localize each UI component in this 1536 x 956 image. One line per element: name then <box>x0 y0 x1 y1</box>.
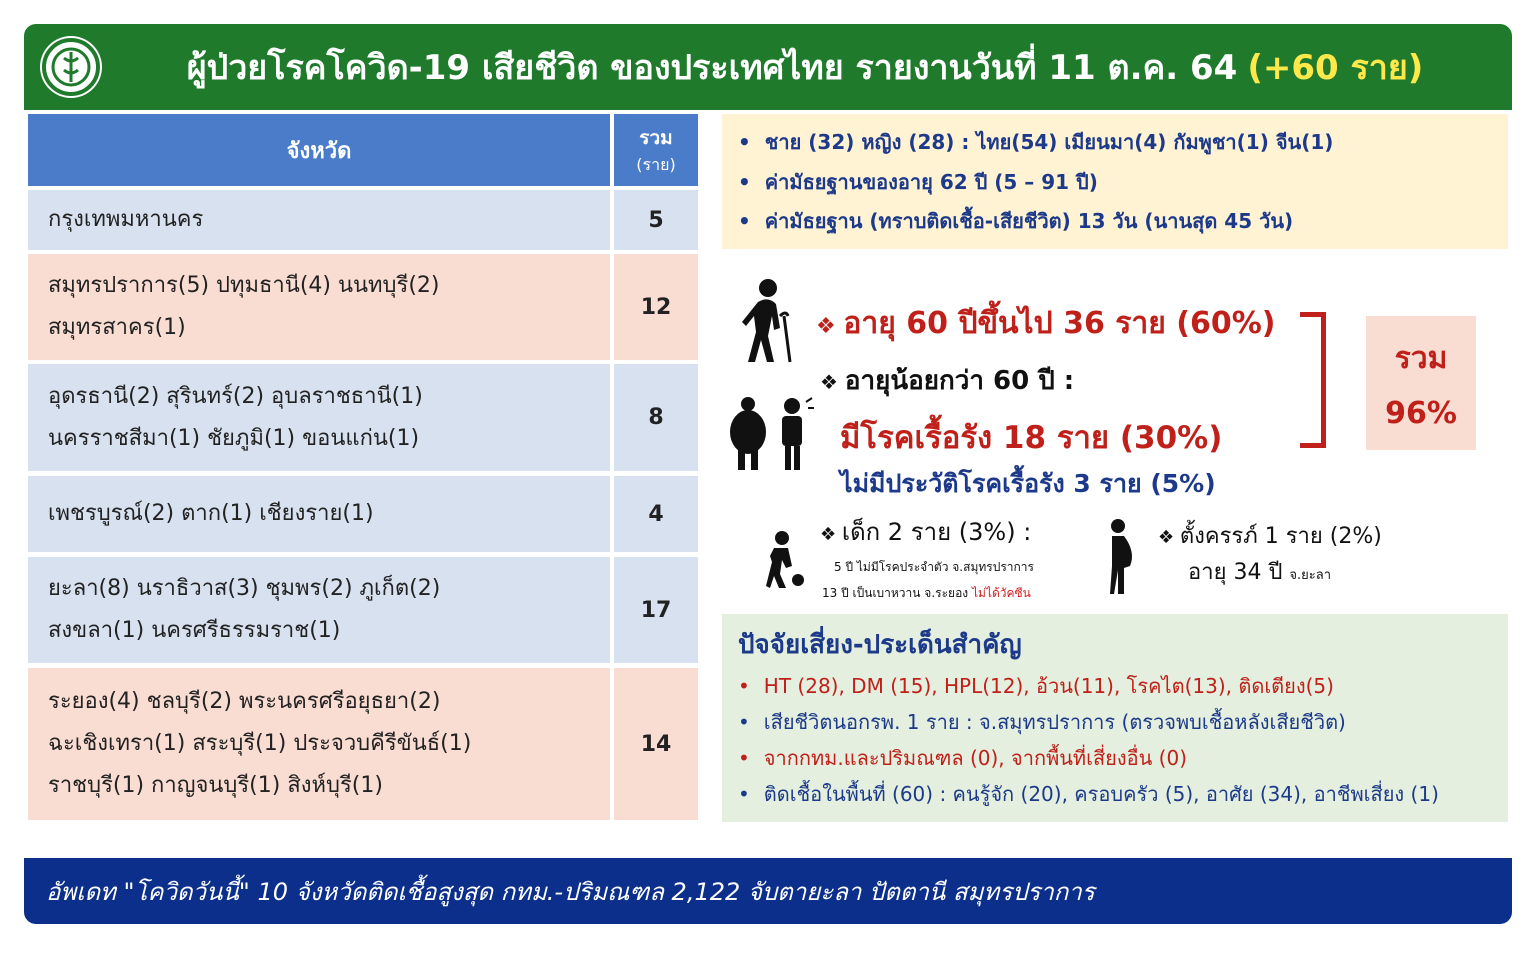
ministry-logo <box>40 36 102 98</box>
age-under60-text: อายุน้อยกว่า 60 ปี : <box>844 366 1075 396</box>
header-total <box>614 114 698 186</box>
pregnant-age-text: อายุ 34 ปี <box>1188 560 1283 585</box>
pregnant-icon <box>1104 518 1136 596</box>
elderly-person-icon <box>740 276 800 364</box>
title-highlight: (+60 ราย) <box>1247 48 1424 88</box>
diamond-bullet-icon: ❖ <box>816 314 844 339</box>
table-row-total: 14 <box>614 668 698 820</box>
bullet-icon: • <box>738 209 751 233</box>
pregnant-label-text: ตั้งครรภ์ 1 ราย (2%) <box>1179 524 1382 549</box>
risk-item <box>738 778 1439 810</box>
province-line: กรุงเทพมหานคร <box>48 207 204 232</box>
summary-line <box>738 166 1098 198</box>
pregnant-label <box>1158 518 1382 553</box>
chronic-disease-icon <box>726 396 816 472</box>
no-chronic-count: ไม่มีประวัติโรคเรื้อรัง 3 ราย (5%) <box>840 469 1216 498</box>
header-total-line2: (ราย) <box>636 154 676 174</box>
kids-note-2-unvaccinated: ไม่ได้วัคซีน <box>971 586 1031 600</box>
kids-label <box>820 512 1031 551</box>
table-row-province <box>28 476 610 552</box>
summary-median-days: ค่ามัธยฐาน (ทราบติดเชื้อ-เสียชีวิต) 13 วัน (นานสุด 45 วัน) <box>764 209 1294 233</box>
risk-item-text: HT (28), DM (15), HPL(12), อ้วน(11), โรคไต(13), ติดเตียง(5) <box>763 674 1334 698</box>
province-line: สมุทรปราการ(5) ปทุมธานี(4) นนทบุรี(2) <box>48 273 440 298</box>
child-icon <box>766 530 806 590</box>
pregnant-province: จ.ยะลา <box>1289 568 1332 583</box>
bullet-icon: • <box>738 130 751 154</box>
table-row-total: 4 <box>614 476 698 552</box>
risk-item <box>738 670 1334 702</box>
province-line: เพชรบูรณ์(2) ตาก(1) เชียงราย(1) <box>48 501 374 526</box>
table-row-province <box>28 668 610 820</box>
risk-item-text: จากกทม.และปริมณฑล (0), จากพื้นที่เสี่ยงอื่น (0) <box>763 746 1188 770</box>
province-line: ราชบุรี(1) กาญจนบุรี(1) สิงห์บุรี(1) <box>48 773 383 798</box>
province-line: อุดรธานี(2) สุรินทร์(2) อุบลราชธานี(1) <box>48 383 423 409</box>
pregnant-age <box>1188 554 1331 589</box>
table-row-total: 8 <box>614 364 698 471</box>
kids-label-text: เด็ก 2 ราย (3%) : <box>841 518 1032 546</box>
risk-item <box>738 706 1346 738</box>
province-line: ฉะเชิงเทรา(1) สระบุรี(1) ประจวบคีรีขันธ์(1) <box>48 731 472 756</box>
summary-line <box>738 205 1293 237</box>
table-row-province <box>28 254 610 360</box>
page-title <box>120 24 1490 110</box>
table-row-total: 12 <box>614 254 698 360</box>
bullet-icon: • <box>738 710 750 734</box>
diamond-bullet-icon: ❖ <box>1158 527 1180 548</box>
kids-note-1: 5 ปี ไม่มีโรคประจำตัว จ.สมุทรปราการ <box>834 560 1034 574</box>
total-percent-box <box>1366 316 1476 450</box>
kids-note-2-text: 13 ปี เป็นเบาหวาน จ.ระยอง <box>822 586 969 600</box>
bullet-icon: • <box>738 746 750 770</box>
age-over60 <box>816 300 1276 347</box>
province-line: ยะลา(8) นราธิวาส(3) ชุมพร(2) ภูเก็ต(2) <box>48 576 441 601</box>
table-row-total: 17 <box>614 557 698 663</box>
diamond-bullet-icon: ❖ <box>820 370 845 394</box>
province-line: นครราชสีมา(1) ชัยภูมิ(1) ขอนแก่น(1) <box>48 425 420 451</box>
diamond-bullet-icon: ❖ <box>820 524 842 545</box>
chronic-count: มีโรคเรื้อรัง 18 ราย (30%) <box>840 420 1223 456</box>
total-value: 96% <box>1385 396 1457 431</box>
risk-item-text: ติดเชื้อในพื้นที่ (60) : คนรู้จัก (20), ครอบครัว (5), อาศัย (34), อาชีพเสี่ยง (1) <box>763 782 1439 806</box>
header-province: จังหวัด <box>28 114 610 186</box>
risk-title: ปัจจัยเสี่ยง-ประเด็นสำคัญ <box>738 630 1022 660</box>
province-line: สงขลา(1) นครศรีธรรมราช(1) <box>48 618 341 643</box>
bullet-icon: • <box>738 674 750 698</box>
province-line: สมุทรสาคร(1) <box>48 315 186 340</box>
bullet-icon: • <box>738 782 750 806</box>
age-over60-text: อายุ 60 ปีขึ้นไป 36 ราย (60%) <box>843 306 1276 341</box>
header-total-line1: รวม <box>639 126 673 149</box>
age-under60 <box>820 360 1074 401</box>
bullet-icon: • <box>738 170 751 194</box>
summary-gender-nationality: ชาย (32) หญิง (28) : ไทย(54) เมียนมา(4) กัมพูชา(1) จีน(1) <box>764 130 1334 154</box>
summary-median-age: ค่ามัธยฐานของอายุ 62 ปี (5 – 91 ปี) <box>764 170 1098 194</box>
table-row-province <box>28 364 610 471</box>
risk-item <box>738 742 1187 774</box>
table-row-province <box>28 557 610 663</box>
total-label: รวม <box>1394 341 1448 376</box>
bracket <box>1300 312 1326 448</box>
risk-item-text: เสียชีวิตนอกรพ. 1 ราย : จ.สมุทรปราการ (ตรวจพบเชื้อหลังเสียชีวิต) <box>763 710 1346 734</box>
table-row-province <box>28 190 610 250</box>
news-caption-banner: อัพเดท "โควิดวันนี้" 10 จังหวัดติดเชื้อสูงสุด กทม.-ปริมณฑล 2,122 จับตายะลา ปัตตานี สมุทรปราการ <box>24 858 1512 924</box>
province-line: ระยอง(4) ชลบุรี(2) พระนครศรีอยุธยา(2) <box>48 689 441 714</box>
table-row-total: 5 <box>614 190 698 250</box>
kids-note-2 <box>822 584 1031 603</box>
summary-line <box>738 126 1333 158</box>
title-text: ผู้ป่วยโรคโควิด-19 เสียชีวิต ของประเทศไทย รายงานวันที่ 11 ต.ค. 64 <box>186 48 1238 88</box>
